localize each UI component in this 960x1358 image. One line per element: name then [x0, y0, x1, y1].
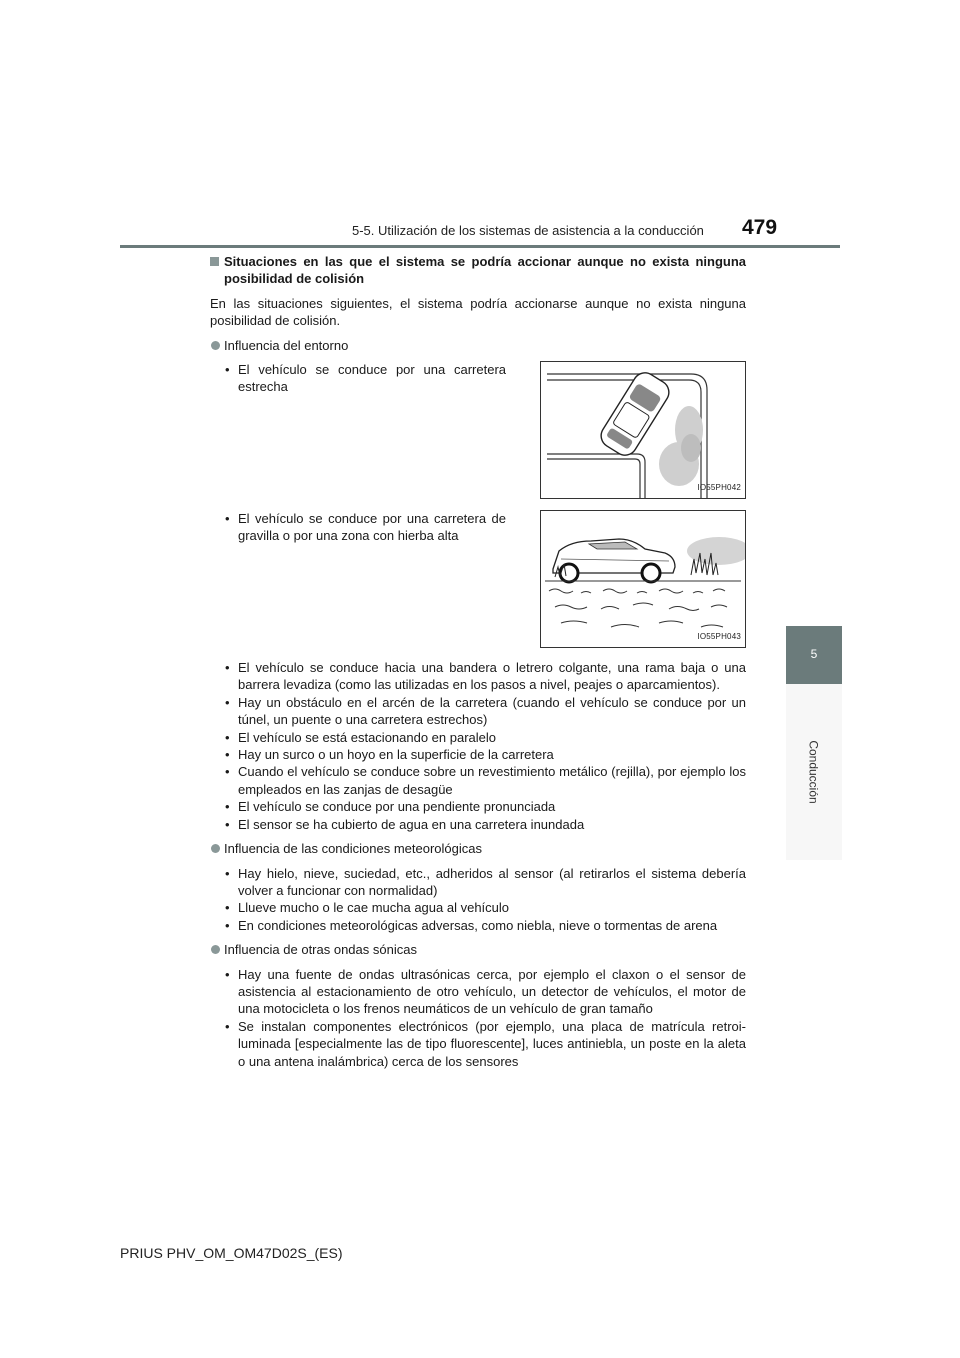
list-item: [210, 865, 746, 900]
car-on-gravel-icon: [541, 511, 745, 647]
bullet: •: [225, 511, 230, 527]
weather-items: [210, 865, 746, 935]
environment-items: [210, 361, 746, 833]
group-label: Influencia de otras ondas sónicas: [224, 942, 417, 958]
list-item: [210, 816, 746, 833]
bullet: •: [225, 764, 230, 780]
figure-code: IO55PH042: [697, 482, 741, 492]
bullet: •: [225, 799, 230, 815]
bullet: •: [225, 966, 230, 982]
list-item: [210, 510, 506, 648]
chapter-label: Conducción: [807, 740, 821, 804]
chapter-number: 5: [810, 647, 818, 661]
group-heading-environment: [210, 337, 746, 354]
group-label: Influencia de las condiciones meteorológicas: [224, 841, 482, 857]
bullet: •: [225, 660, 230, 676]
list-item: [210, 694, 746, 729]
bullet: •: [225, 816, 230, 832]
item-text: El vehículo se está estacionando en paralelo: [238, 729, 497, 745]
item-text: Hay un surco o un hoyo en la superficie de la carretera: [238, 747, 554, 763]
intro-paragraph: En las situaciones siguientes, el sistema podría accionarse aunque no exista ninguna posibilidad de colisión.: [210, 295, 746, 329]
item-text: Cuando el vehículo se conduce sobre un revestimiento metálico (rejilla), por ejemplo los empleados en las zanjas de desagüe: [238, 764, 746, 797]
figure-code: IO55PH043: [697, 631, 741, 641]
bullet: •: [225, 694, 230, 710]
bullet: •: [225, 1018, 230, 1034]
round-bullet-icon: [211, 945, 220, 954]
bullet: •: [225, 729, 230, 745]
item-text: El vehículo se conduce por una carretera de gravilla o por una zona con hierba alta: [238, 511, 506, 544]
list-item: [210, 899, 746, 916]
bullet: •: [225, 900, 230, 916]
gravel-grass-car-figure: [540, 510, 746, 648]
group-heading-sonic-waves: [210, 941, 746, 958]
main-content: [210, 253, 746, 1070]
bullet: •: [225, 917, 230, 933]
list-item: [210, 966, 746, 1018]
narrow-road-car-icon: [541, 362, 745, 498]
item-text: El sensor se ha cubierto de agua en una carretera inundada: [238, 816, 585, 832]
page-number: 479: [742, 216, 778, 239]
round-bullet-icon: [211, 341, 220, 350]
list-item: [210, 361, 506, 499]
section-heading: [210, 253, 746, 288]
list-item: [210, 659, 746, 694]
narrow-road-car-figure: [540, 361, 746, 499]
item-text: Llueve mucho o le cae mucha agua al vehículo: [238, 900, 510, 916]
sonic-wave-items: [210, 966, 746, 1070]
round-bullet-icon: [211, 844, 220, 853]
item-text: Hay un obstáculo en el arcén de la carretera (cuando el vehículo se conduce por un túnel, un puente o una carretera estrechos): [238, 694, 746, 728]
item-text: Se instalan componentes electrónicos (por ejemplo, una placa de matrícula retroiluminada [especialmente las de tipo fluorescente], luces antiniebla, un poste en la aleta o una antena inalámbrica) cerca de los sensores: [238, 1018, 746, 1069]
item-text: Hay hielo, nieve, suciedad, etc., adheridos al sensor (al retirarlos el sistema debería volver a funcionar con normalidad): [238, 865, 746, 898]
section-title: 5-5. Utilización de los sistemas de asistencia a la conducción: [352, 223, 704, 238]
list-item: [210, 1018, 746, 1070]
item-text: El vehículo se conduce por una carretera estrecha: [238, 362, 506, 395]
list-item: [210, 798, 746, 815]
chapter-label-box: [786, 684, 842, 860]
list-item: [210, 763, 746, 798]
group-label: Influencia del entorno: [224, 337, 349, 353]
chapter-tab[interactable]: [786, 626, 842, 684]
item-text: El vehículo se conduce hacia una bandera o letrero colgante, una rama baja o una barrera levadiza (como las utilizadas en los pasos a nivel, peajes o aparcamientos).: [238, 660, 746, 693]
item-text: En condiciones meteorológicas adversas, como niebla, nieve o tormentas de arena: [238, 917, 718, 933]
item-text: El vehículo se conduce por una pendiente pronunciada: [238, 799, 556, 815]
square-bullet-icon: [210, 257, 219, 266]
figure-row: [210, 510, 746, 648]
bullet: •: [225, 747, 230, 763]
bullet: •: [225, 362, 230, 378]
list-item: [210, 917, 746, 934]
list-item: [210, 729, 746, 746]
header-rule: [120, 245, 840, 248]
document-footer: PRIUS PHV_OM_OM47D02S_(ES): [120, 1245, 343, 1261]
item-text: Hay una fuente de ondas ultrasónicas cerca, por ejemplo el claxon o el sensor de asistencia al estacionamiento de otro vehículo, un detector de vehículos, el motor de una motocicleta o los frenos neumáticos de un vehículo de gran tamaño: [238, 966, 746, 1017]
group-heading-weather: [210, 840, 746, 857]
bullet: •: [225, 865, 230, 881]
heading-text: Situaciones en las que el sistema se podría accionar aunque no exista ninguna posibilidad de colisión: [224, 254, 746, 287]
figure-row: [210, 361, 746, 499]
list-item: [210, 746, 746, 763]
